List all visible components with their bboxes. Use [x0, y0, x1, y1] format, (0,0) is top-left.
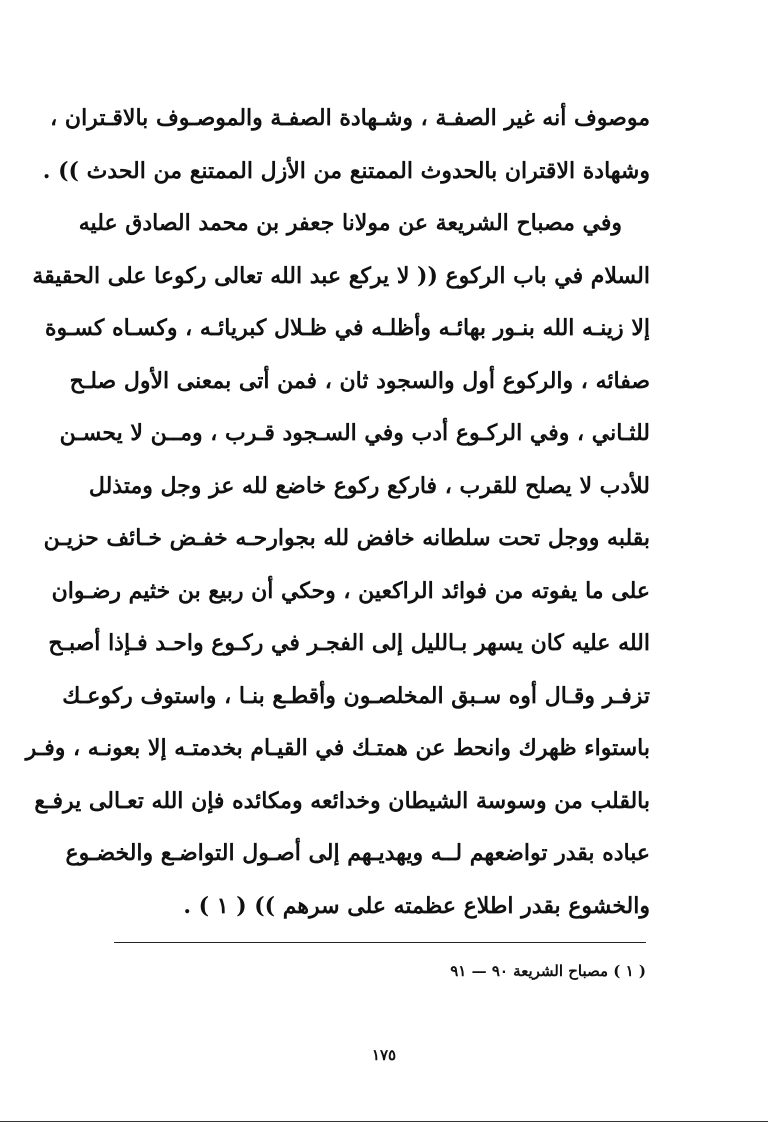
text-line-12: تزفـر وقـال أوه سـبق المخلصـون وأقطـع بنـا ، واستوف ركوعـك: [62, 682, 650, 709]
text-line-14: بالقلب من وسوسة الشيطان وخدائعه ومكائده فإن الله تعـالى يرفـع: [34, 787, 650, 814]
page-number: ١٧٥: [371, 1046, 397, 1064]
text-line-9: بقلبه ووجل تحت سلطانه خافض لله بجوارحـه خفـض خـائف حزيـن: [43, 525, 650, 551]
text-line-13: باستواء ظهرك وانحط عن همتـك في القيـام بخدمتـه إلا بعونـه ، وفـر: [25, 735, 650, 761]
text-line-10: على ما يفوته من فوائد الراكعين ، وحكي أن ربيع بن خثيم رضـوان: [51, 577, 650, 604]
body-text: [25, 92, 650, 932]
text-line-7: للثـاني ، وفي الركـوع أدب وفي السـجود قـرب ، ومــن لا يحسـن: [59, 420, 650, 446]
text-line-6: صفائه ، والركوع أول والسجود ثان ، فمن أتى بمعنى الأول صلـح: [69, 367, 650, 394]
text-line-15: عباده بقدر تواضعهم لــه ويهديـهم إلى أصـول التواضـع والخضـوع: [65, 840, 650, 866]
text-line-11: الله عليه كان يسهر بـالليل إلى الفجـر في ركـوع واحـد فـإذا أصبـح: [48, 630, 650, 656]
text-line-2: وشهادة الاقتران بالحدوث الممتنع من الأزل الممتنع من الحدث )) .: [42, 157, 650, 184]
text-line-3: وفي مصباح الشريعة عن مولانا جعفر بن محمد الصادق عليه: [78, 210, 622, 236]
text-line-8: للأدب لا يصلح للقرب ، فاركع ركوع خاضع لله عز وجل ومتذلل: [88, 472, 650, 499]
bottom-edge-line: [0, 1121, 768, 1122]
text-line-1: موصوف أنه غير الصفـة ، وشـهادة الصفـة والموصـوف بالاقـتران ،: [50, 105, 650, 131]
footnote: ( ١ ) مصباح الشريعة ٩٠ — ٩١: [450, 962, 646, 980]
text-line-5: إلا زينـه الله بنـور بهائـه وأظلـه في ظـلال كبريائـه ، وكسـاه كسـوة: [44, 315, 650, 341]
text-line-16: والخشوع بقدر اطلاع عظمته على سرهم )) ( ١ ) .: [183, 892, 650, 919]
footnote-separator: [114, 942, 646, 943]
text-line-4: السلام في باب الركوع (( لا يركع عبد الله تعالى ركوعا على الحقيقة: [32, 262, 650, 289]
